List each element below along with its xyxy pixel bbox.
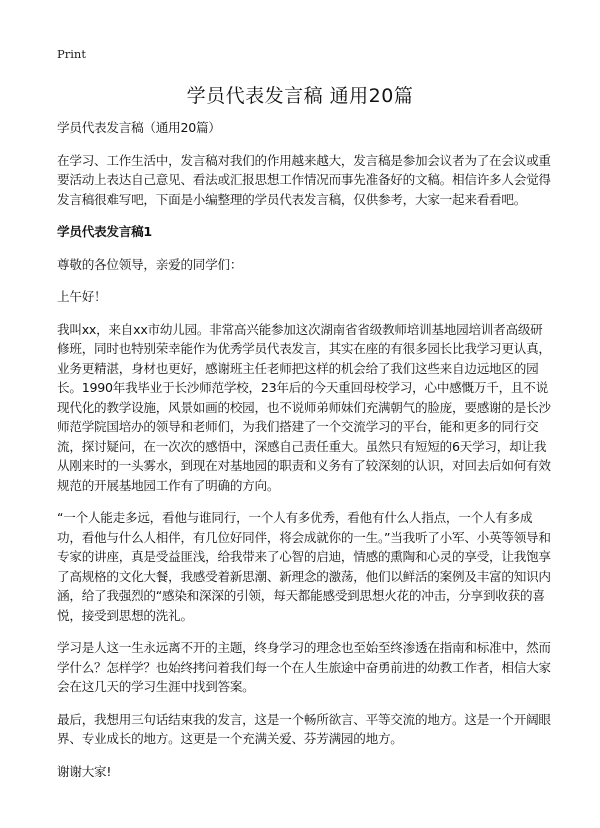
print-link[interactable]: Print	[57, 47, 86, 61]
body-paragraph: 最后，我想用三句话结束我的发言，这是一个畅所欲言、平等交流的地方。这是一个开阔眼界、专业成长的地方。这更是一个充满关爱、芬芳满园的地方。	[57, 711, 551, 746]
morning-greeting: 上午好！	[57, 289, 107, 304]
body-paragraph: 学习是人这一生永远离不开的主题，终身学习的理念也至始至终渗透在指南和标准中，然而学什么？怎样学？也始终拷问着我们每一个在人生旅途中奋勇前进的幼教工作者，相信大家会在这几天的学习生涯中找到答案。	[57, 640, 551, 694]
document-subtitle: 学员代表发言稿（通用20篇）	[57, 120, 221, 135]
document-body	[57, 118, 553, 794]
intro-paragraph: 在学习、工作生活中，发言稿对我们的作用越来越大，发言稿是参加会议者为了在会议或重要活动上表达自己意见、看法或汇报思想工作情况而事先准备好的文稿。相信许多人会觉得发言稿很难写吧，下面是小编整理的学员代表发言稿，仅供参考，大家一起来看看吧。	[57, 152, 551, 207]
closing-paragraph: 谢谢大家!	[57, 763, 112, 779]
greeting-paragraph: 尊敬的各位领导，亲爱的同学们：	[57, 256, 243, 272]
section-heading: 学员代表发言稿1	[57, 224, 152, 239]
page-title: 学员代表发言稿 通用20篇	[186, 85, 414, 107]
body-paragraph: 我叫xx，来自xx市幼儿园。非常高兴能参加这次湖南省省级教师培训基地园培训者高级研修班，同时也特别荣幸能作为优秀学员代表发言，其实在座的有很多园长比我学习更认真，业务更精湛，身材也更好，感谢班主任老师把这样的机会给了我们这些来自边远地区的园长。1990年我毕业于长沙师范学校，23年后的今天重回母校学习，心中感慨万千，且不说现代化的教学设施，风景如画的校园，也不说师弟师妹们充满朝气的脸庞，要感谢的是长沙师范学院国培办的领导和老师们，为我们搭建了一个交流学习的平台，能和更多的同行交流，探讨疑问，在一次次的感悟中，深感自己责任重大。虽然只有短短的6天学习，却让我从刚来时的一头雾水，到现在对基地园的职责和义务有了较深刻的认识，对回去后如何有效规范的开展基地园工作有了明确的方向。	[57, 321, 551, 493]
body-paragraph: “一个人能走多远，看他与谁同行，一个人有多优秀，看他有什么人指点，一个人有多成功，看他与什么人相伴，有几位好同伴，将会成就你的一生。”当我听了小军、小英等领导和专家的讲座，真是受益匪浅，给我带来了心智的启迪，情感的熏陶和心灵的享受，让我饱享了高规格的文化大餐，我感受着新思潮、新理念的激荡，他们以鲜活的案例及丰富的知识内涵，给了我强烈的“感染和深深的引领，每天都能感受到思想火花的冲击，分享到收获的喜悦，接受到思想的洗礼。	[57, 510, 551, 623]
